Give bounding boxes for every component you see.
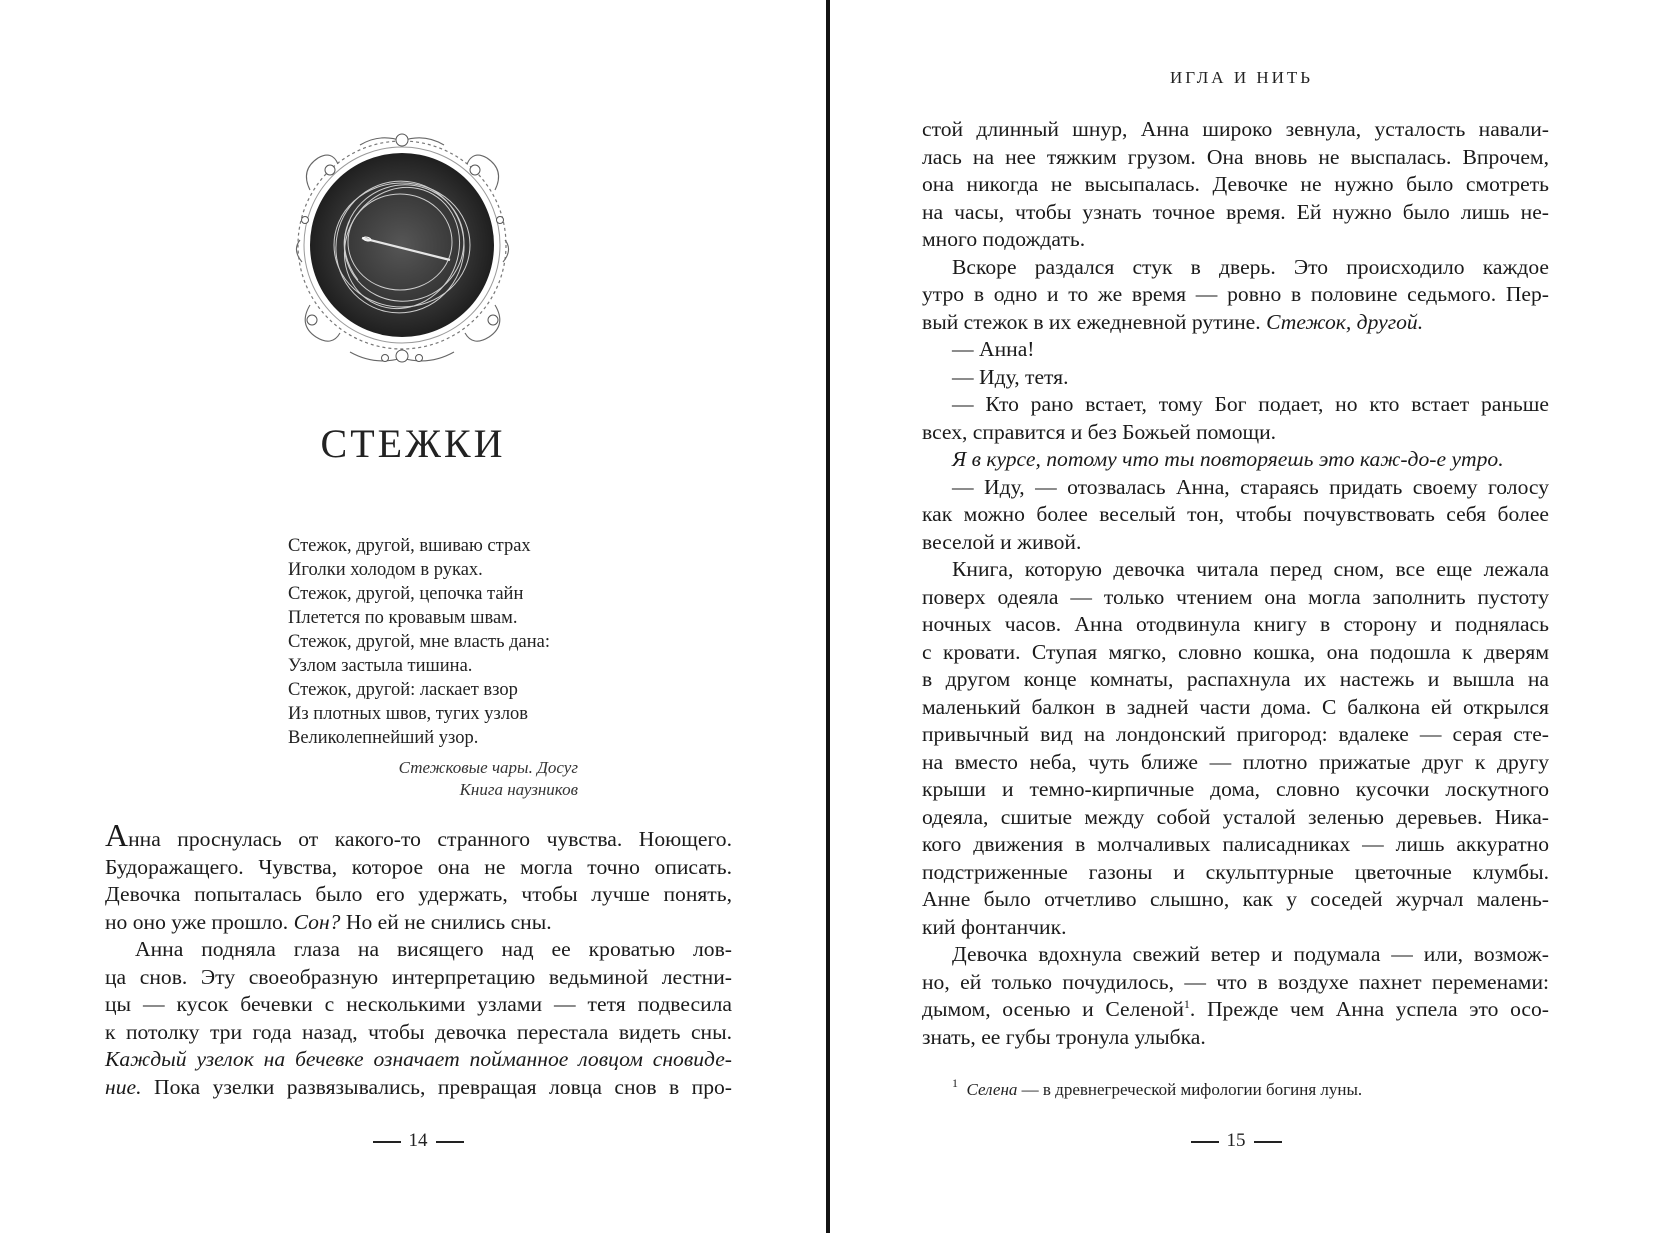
text-line: на часы, чтобы узнать точное время. Ей нужно было лишь не- (922, 199, 1549, 224)
folio-dash (1191, 1141, 1219, 1143)
page-number: 15 (1226, 1130, 1246, 1151)
poem-line: Стежок, другой, вшиваю страх (288, 536, 531, 556)
italic-span: Стежок, другой. (1266, 309, 1424, 334)
text-line (105, 1074, 732, 1102)
text-span: Пока узелки развязывались, превращая ловца снов в про- (153, 1074, 732, 1099)
text-line: Книга, которую девочка читала перед сном, все еще лежала (952, 557, 1549, 581)
right-page (830, 0, 1653, 1233)
folio-dash (1254, 1141, 1282, 1143)
footnote-text: — в древнегреческой мифологии богиня луны. (1017, 1080, 1363, 1099)
text-line (922, 309, 1549, 337)
text-line: — Анна! (952, 337, 1035, 361)
text-line: она никогда не высыпалась. Девочке не нужно было смотреть (922, 172, 1549, 196)
text-line: много подождать. (922, 227, 1086, 251)
text-line: Я в курсе, потому что ты повторяешь это каж-до-е утро. (952, 447, 1504, 471)
text-line: Анна подняла глаза на висящего над ее кроватью лов- (135, 937, 732, 961)
text-line: знать, ее губы тронула улыбка. (922, 1024, 1206, 1049)
poem-line: Стежок, другой, мне власть дана: (288, 632, 551, 652)
text-span: вый стежок в их ежедневной рутине. (922, 309, 1261, 334)
text-line: Вскоре раздался стук в дверь. Это происходило каждое (952, 254, 1549, 279)
right-body-text (922, 116, 1549, 1051)
text-span: Но ей не снились сны. (345, 909, 552, 934)
initial-letter: А (105, 817, 129, 853)
text-line: как можно более веселый тон, чтобы почувствовать себя более (922, 502, 1549, 526)
page-number-right (1136, 1130, 1336, 1152)
footnote (952, 1076, 1572, 1101)
italic-span: Сон? (293, 909, 341, 934)
poem-line: Иголки холодом в руках. (288, 560, 483, 580)
text-line: лась на нее тяжким грузом. Она вновь не выспалась. Впрочем, (922, 144, 1549, 169)
text-line: на вместо неба, чуть ближе — плотно прижатые друг к другу (922, 749, 1549, 774)
left-body-text (105, 817, 732, 1101)
text-line: Девочка вдохнула свежий ветер и подумала — или, возмож- (952, 942, 1549, 966)
text-line (105, 817, 732, 854)
epigraph-poem (288, 534, 588, 750)
text-line: одеяла, сшитые между собой усталой зеленью деревьев. Ника- (922, 804, 1549, 829)
text-line: к потолку три года назад, чтобы девочка перестала видеть сны. (105, 1019, 732, 1044)
text-line: с кровати. Ступая мягко, словно кошка, она подошла к дверям (922, 639, 1549, 664)
footnote-ref: 1 (1183, 997, 1190, 1011)
text-line: цы — кусок бечевки с несколькими узлами — тетя подвесила (105, 992, 732, 1016)
text-line: Будоражащего. Чувства, которое она не могла точно описать. (105, 854, 732, 879)
poem-line: Из плотных швов, тугих узлов (288, 704, 529, 724)
left-page (0, 0, 826, 1233)
epigraph-source-line: Книга наузников (459, 780, 578, 799)
text-span: дымом, осенью и Селеной (922, 997, 1184, 1021)
running-head: ИГЛА И НИТЬ (1169, 68, 1314, 87)
text-span: нна проснулась от какого-то странного чувства. Ноющего. (128, 827, 732, 851)
text-line: утро в одно и то же время — ровно в половине седьмого. Пер- (922, 282, 1549, 306)
text-line: но, ей только почудилось, — что в воздухе пахнет переменами: (922, 969, 1549, 994)
poem-line: Великолепнейший узор. (288, 728, 479, 748)
poem-line: Стежок, другой: ласкает взор (288, 680, 518, 700)
footnote-term: Селена (966, 1080, 1018, 1099)
text-line: поверх одеяла — только чтением она могла заполнить пустоту (922, 584, 1549, 609)
page-number-left (318, 1130, 518, 1152)
folio-dash (436, 1141, 464, 1143)
text-line: — Кто рано встает, тому Бог подает, но кто встает раньше (952, 392, 1549, 416)
chapter-title: СТЕЖКИ (320, 421, 506, 466)
text-line: Каждый узелок на бечевке означает пойманное ловцом сновиде- (105, 1047, 732, 1071)
text-line: ца снов. Эту своеобразную интерпретацию ведьминой лестни- (105, 964, 732, 989)
text-span: . Прежде чем Анна успела это осо- (1189, 997, 1549, 1021)
text-line: кого движения в молчаливых палисадниках — лишь аккуратно (922, 832, 1549, 856)
text-line: стой длинный шнур, Анна широко зевнула, усталость навали- (922, 117, 1549, 141)
text-line (922, 996, 1549, 1024)
footnote-mark: 1 (952, 1076, 958, 1090)
text-line: кий фонтанчик. (922, 914, 1067, 939)
text-line: Анне было отчетливо слышно, как у соседей журчал малень- (922, 887, 1549, 911)
epigraph-source (288, 757, 578, 801)
needle-and-thread-emblem-icon (290, 130, 515, 365)
page-number: 14 (408, 1130, 428, 1151)
text-line: веселой и живой. (922, 529, 1082, 554)
poem-line: Узлом застыла тишина. (288, 656, 473, 676)
text-span: но оно уже прошло. (105, 909, 289, 934)
text-line: в другом конце комнаты, распахнула их настежь и вышла на (922, 667, 1549, 691)
folio-dash (373, 1141, 401, 1143)
text-line: крыши и темно-кирпичные дома, словно кусочки лоскутного (922, 777, 1549, 801)
poem-line: Плетется по кровавым швам. (288, 608, 518, 628)
text-line: подстриженные газоны и скульптурные цветочные клумбы. (922, 859, 1549, 884)
text-line (105, 909, 732, 937)
text-line: маленький балкон в задней части дома. С балкона ей открылся (922, 694, 1549, 719)
text-line: — Иду, тетя. (952, 364, 1069, 389)
text-line: ночных часов. Анна отодвинула книгу в сторону и поднялась (922, 612, 1549, 636)
poem-line: Стежок, другой, цепочка тайн (288, 584, 524, 604)
text-line: привычный вид на лондонский пригород: вдалеке — серая сте- (922, 722, 1549, 746)
text-line: всех, справится и без Божьей помощи. (922, 419, 1277, 444)
italic-span: ние. (105, 1074, 142, 1099)
epigraph-source-line: Стежковые чары. Досуг (398, 758, 578, 777)
text-line: Девочка попыталась было его удержать, чтобы лучше понять, (105, 882, 732, 906)
text-line: — Иду, — отозвалась Анна, стараясь придать своему голосу (952, 474, 1549, 499)
